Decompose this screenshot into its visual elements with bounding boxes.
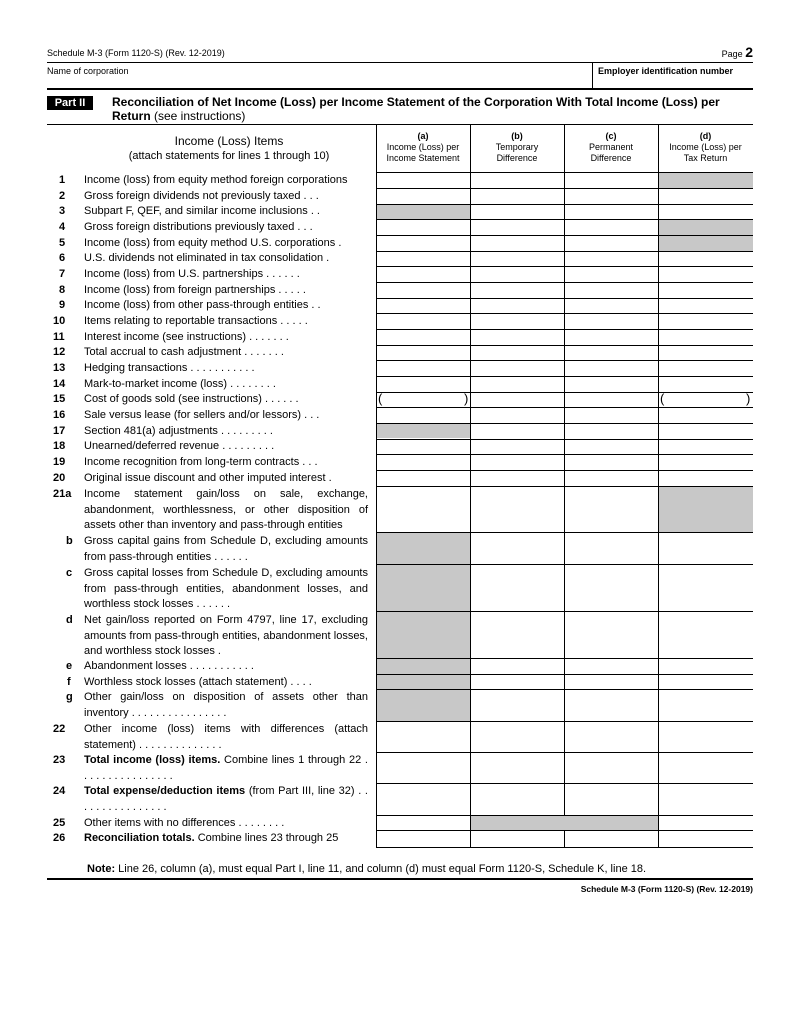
part-title-suffix: (see instructions): [150, 109, 246, 123]
column-head-c: [564, 131, 658, 164]
note-label: Note:: [87, 863, 116, 875]
line-text: Unearned/deferred revenue . . . . . . . . .: [84, 440, 275, 452]
line-number: d: [66, 614, 73, 626]
column-letter: (d): [699, 131, 712, 141]
row-divider: [376, 329, 753, 330]
line-number: 1: [59, 174, 66, 186]
paren-open: (: [660, 391, 665, 406]
row-divider: [376, 439, 753, 440]
items-title: Income (Loss) Items: [174, 134, 284, 148]
line-text: Income (loss) from equity method U.S. corporations .: [84, 237, 342, 249]
row-divider: [376, 470, 753, 471]
line-text-bold: Total expense/deduction items: [84, 785, 246, 797]
line-text: Total accrual to cash adjustment . . . . . . .: [84, 346, 284, 358]
line-number: 15: [53, 393, 66, 405]
row-divider: [376, 564, 753, 565]
column-label: Permanent: [588, 142, 634, 152]
line-text: Hedging transactions . . . . . . . . . . .: [84, 362, 255, 374]
part-badge: Part II: [47, 96, 93, 110]
row-divider: [376, 783, 753, 784]
paren-open: (: [378, 391, 383, 406]
line-text: Gross capital losses from Schedule D, excluding amounts from pass-through entities, abandonment losses, and worthless stock losses . . . . . .: [84, 567, 368, 611]
line-number: 5: [59, 237, 66, 249]
corporation-name-field[interactable]: Name of corporation: [47, 66, 129, 76]
row-divider: [376, 219, 753, 220]
line-number: 17: [53, 425, 66, 437]
line-number: 7: [59, 268, 66, 280]
row-divider: [376, 282, 753, 283]
line-text: Section 481(a) adjustments . . . . . . . . .: [84, 425, 273, 437]
line-number: 4: [59, 221, 66, 233]
line-text-rest: Combine lines 23 through 25: [194, 832, 339, 844]
items-heading: [84, 134, 374, 164]
line-text: Income (loss) from U.S. partnerships . . . . . .: [84, 268, 300, 280]
line-text: Items relating to reportable transactions . . . . .: [84, 315, 308, 327]
line-text: Subpart F, QEF, and similar income inclusions . .: [84, 205, 320, 217]
row-divider: [376, 360, 753, 361]
row-divider: [376, 204, 753, 205]
divider: [47, 88, 753, 90]
line-number: 6: [59, 252, 66, 264]
line-number: 19: [53, 456, 66, 468]
line-text: Abandonment losses . . . . . . . . . . .: [84, 660, 254, 672]
line-number: 3: [59, 205, 66, 217]
line-text: Original issue discount and other imputed interest .: [84, 472, 332, 484]
row-divider: [376, 752, 753, 753]
paren-close: ): [464, 391, 469, 406]
column-label: Income (Loss) per: [669, 142, 742, 152]
column-label: Income (Loss) per: [386, 142, 460, 152]
line-number: e: [66, 660, 73, 672]
line-text: Income statement gain/loss on sale, exchange, abandonment, worthlessness, or other disposition of assets other than inventory and pass-through entities: [84, 488, 368, 532]
line-text: [84, 753, 368, 784]
shaded-cell: [377, 533, 470, 721]
line-number: 22: [53, 723, 66, 735]
row-divider: [376, 376, 753, 377]
column-letter: (b): [511, 131, 523, 141]
row-divider: [376, 407, 753, 408]
row-divider: [376, 298, 753, 299]
column-head-d: [658, 131, 753, 164]
line-number: 20: [53, 472, 66, 484]
line-text: Cost of goods sold (see instructions) . . . . . .: [84, 393, 299, 405]
line-text: [84, 784, 368, 815]
line-number: c: [66, 567, 73, 579]
line-number: 18: [53, 440, 66, 452]
line-number: 11: [53, 331, 65, 343]
line-number: 21a: [53, 488, 72, 500]
row-divider: [376, 251, 753, 252]
line-text: [84, 831, 368, 847]
row-divider: [376, 532, 753, 533]
row-divider: [376, 188, 753, 189]
row-divider: [376, 611, 753, 612]
divider: [47, 124, 753, 125]
line-number: 14: [53, 378, 66, 390]
shaded-cell: [659, 486, 753, 532]
line-text: Income recognition from long-term contracts . . .: [84, 456, 318, 468]
line-number: 16: [53, 409, 66, 421]
row-divider: [376, 266, 753, 267]
page-number-value: 2: [745, 44, 753, 60]
note: [87, 863, 646, 875]
line-text: Other gain/loss on disposition of assets other than inventory . . . . . . . . . . . . . . . .: [84, 691, 368, 719]
row-divider: [376, 313, 753, 314]
line-text: Income (loss) from equity method foreign corporations: [84, 174, 348, 186]
column-label: Temporary: [495, 142, 539, 152]
line-text: Sale versus lease (for sellers and/or lessors) . . .: [84, 409, 320, 421]
line-number: 12: [53, 346, 66, 358]
column-label: Tax Return: [683, 153, 728, 163]
line-text: Gross capital gains from Schedule D, excluding amounts from pass-through entities . . . . . .: [84, 535, 368, 563]
line-text: Gross foreign dividends not previously taxed . . .: [84, 190, 319, 202]
line-text-rest: (from Part III, line 32) . . . . . . . . . . . . . . . .: [84, 785, 368, 813]
line-number: 24: [53, 785, 66, 797]
row-divider: [376, 235, 753, 236]
row-divider: [376, 721, 753, 722]
line-number: 9: [59, 299, 66, 311]
shaded-cell: [377, 423, 470, 438]
row-divider: [376, 674, 753, 675]
line-number: b: [66, 535, 73, 547]
line-text-bold: Total income (loss) items.: [84, 754, 221, 766]
shaded-cell: [659, 173, 753, 188]
line-number: 8: [59, 284, 66, 296]
footer: Schedule M-3 (Form 1120-S) (Rev. 12-2019): [580, 884, 753, 894]
row-divider: [376, 392, 753, 393]
divider: [47, 878, 753, 880]
row-divider: [376, 689, 753, 690]
line-number: g: [66, 691, 73, 703]
part-title-text: Reconciliation of Net Income (Loss) per Income Statement of the Corporation With Total Income (Loss) per Return: [112, 95, 720, 123]
form-id: Schedule M-3 (Form 1120-S) (Rev. 12-2019): [47, 48, 225, 58]
row-divider: [376, 423, 753, 424]
line-text: Interest income (see instructions) . . . . . . .: [84, 331, 289, 343]
row-divider: [376, 815, 753, 816]
line-text: Other items with no differences . . . . . . . .: [84, 817, 285, 829]
line-number: f: [67, 676, 71, 688]
line-text: Worthless stock losses (attach statement) . . . .: [84, 676, 312, 688]
shaded-cell: [471, 815, 658, 830]
line-number: 13: [53, 362, 66, 374]
row-divider: [376, 454, 753, 455]
paren-close: ): [746, 391, 751, 406]
note-text: Line 26, column (a), must equal Part I, line 11, and column (d) must equal Form 1120-S, Schedule K, line 18.: [115, 863, 647, 875]
column-label: Difference: [496, 153, 538, 163]
line-text-rest: Combine lines 1 through 22 . . . . . . . . . . . . . . . .: [84, 754, 368, 782]
items-subtitle: (attach statements for lines 1 through 10): [128, 150, 330, 162]
line-text: Income (loss) from other pass-through entities . .: [84, 299, 321, 311]
column-letter: (c): [605, 131, 617, 141]
part-title: [112, 95, 752, 123]
page-number: [722, 44, 753, 60]
column-head-b: [470, 131, 564, 164]
line-number: 26: [53, 832, 66, 844]
line-text: Gross foreign distributions previously taxed . . .: [84, 221, 313, 233]
page-label: Page: [721, 49, 743, 59]
row-divider: [376, 345, 753, 346]
line-text-bold: Reconciliation totals.: [84, 832, 195, 844]
row-divider: [376, 847, 753, 848]
line-text: Mark-to-market income (loss) . . . . . . . .: [84, 378, 276, 390]
line-number: 2: [59, 190, 66, 202]
column-head-a: [376, 131, 470, 164]
shaded-cell: [377, 204, 470, 219]
ein-label: Employer identification number: [598, 66, 734, 76]
column-label: Difference: [590, 153, 632, 163]
line-text: Other income (loss) items with differences (attach statement) . . . . . . . . . . . . . .: [84, 723, 368, 751]
line-text: U.S. dividends not eliminated in tax consolidation .: [84, 252, 330, 264]
line-number: 10: [53, 315, 66, 327]
column-letter: (a): [417, 131, 429, 141]
line-text: Net gain/loss reported on Form 4797, line 17, excluding amounts from pass-through entities, abandonment losses, and worthless stock losses .: [84, 614, 368, 658]
line-text: Income (loss) from foreign partnerships . . . . .: [84, 284, 306, 296]
line-number: 25: [53, 817, 66, 829]
row-divider: [376, 172, 753, 173]
line-number: 23: [53, 754, 66, 766]
row-divider: [376, 658, 753, 659]
column-label: Income Statement: [386, 153, 460, 163]
row-divider: [376, 830, 753, 831]
row-divider: [376, 486, 753, 487]
